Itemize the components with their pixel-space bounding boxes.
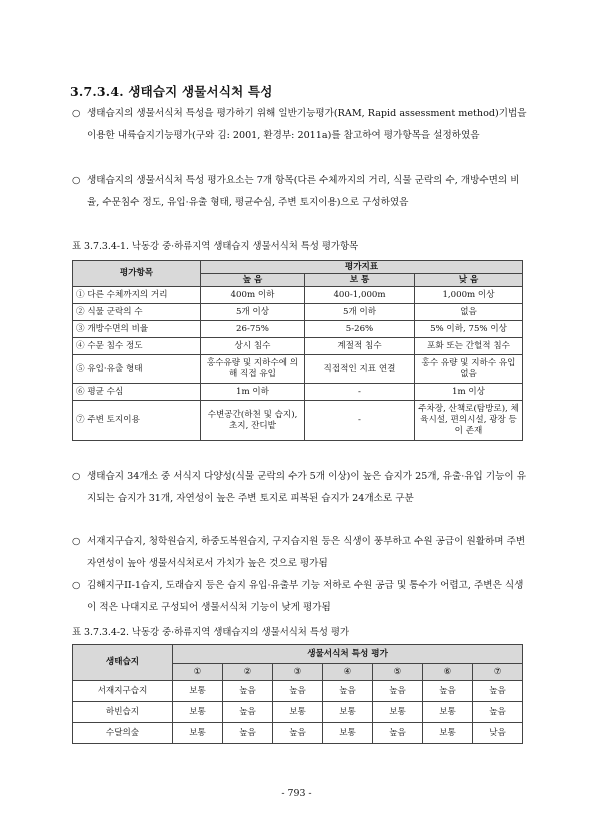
cell-value: 보통 [373, 702, 423, 723]
table-row [73, 723, 523, 744]
header-num-5: ⑤ [373, 664, 423, 681]
cell-value: 높음 [423, 681, 473, 702]
header-num-3: ③ [273, 664, 323, 681]
cell-high: 400m 이하 [201, 287, 305, 304]
bullet-mark: ○ [72, 108, 81, 119]
cell-value: 보통 [423, 702, 473, 723]
evaluation-criteria-table [72, 260, 523, 441]
bullet-mark: ○ [72, 580, 81, 591]
cell-high: 5개 이상 [201, 304, 305, 321]
cell-high: 수변공간(하천 및 습지), 초지, 잔디밭 [201, 401, 305, 441]
row-item: ④ 수문 침수 정도 [73, 338, 201, 355]
cell-mid: 5-26% [305, 321, 415, 338]
bullet-mark: ○ [72, 536, 81, 547]
table-row [73, 287, 523, 304]
cell-low: 1,000m 이상 [415, 287, 523, 304]
cell-value: 보통 [423, 723, 473, 744]
row-item: ① 다른 수체까지의 거리 [73, 287, 201, 304]
bullet-text: 서재지구습지, 청학원습지, 하중도복원습지, 구지습지원 등은 식생이 풍부하고 수원 공급이 원활하며 주변 자연성이 높아 생물서식처로서 가치가 높은 것으로 평가됨 [87, 536, 526, 569]
cell-value: 높음 [223, 723, 273, 744]
cell-value: 높음 [323, 681, 373, 702]
cell-high: 26-75% [201, 321, 305, 338]
header-num-7: ⑦ [473, 664, 523, 681]
table-row [73, 304, 523, 321]
row-item: ② 식물 군락의 수 [73, 304, 201, 321]
bullet-text: 김해지구II-1습지, 도래습지 등은 습지 유입·유출부 기능 저하로 수원 공급 및 통수가 어렵고, 주변은 식생이 적은 나대지로 구성되어 생물서식처 기능이 낮게 평가됨 [87, 580, 524, 613]
cell-mid: 직접적인 지표 연결 [305, 355, 415, 384]
row-item: ⑦ 주변 토지이용 [73, 401, 201, 441]
cell-value: 높음 [373, 681, 423, 702]
cell-low: 주차장, 산책로(탐방로), 체육시설, 편의시설, 광장 등이 존재 [415, 401, 523, 441]
cell-mid: 400-1,000m [305, 287, 415, 304]
cell-high: 1m 이하 [201, 384, 305, 401]
bullet-mark: ○ [72, 471, 81, 482]
header-num-6: ⑥ [423, 664, 473, 681]
header-high: 높 음 [201, 274, 305, 287]
cell-value: 높음 [273, 723, 323, 744]
cell-value: 보통 [173, 681, 223, 702]
cell-low: 5% 이하, 75% 이상 [415, 321, 523, 338]
header-num-4: ④ [323, 664, 373, 681]
header-low: 낮 음 [415, 274, 523, 287]
cell-high: 상시 침수 [201, 338, 305, 355]
cell-low: 포화 또는 간헐적 침수 [415, 338, 523, 355]
cell-mid: 5개 이하 [305, 304, 415, 321]
bullet-text: 생태습지의 생물서식처 특성을 평가하기 위해 일반기능평가(RAM, Rapid assessment method)기법을 이용한 내륙습지기능평가(구와 김: 2001, 환경부: 2011a)를 참고하여 평가항목을 설정하였음 [87, 108, 527, 141]
site-name: 수달의숲 [73, 723, 173, 744]
cell-value: 보통 [323, 723, 373, 744]
cell-value: 보통 [323, 702, 373, 723]
cell-value: 보통 [173, 723, 223, 744]
cell-value: 높음 [273, 681, 323, 702]
table-row [73, 338, 523, 355]
cell-value: 보통 [173, 702, 223, 723]
bullet-mark: ○ [72, 175, 81, 186]
bullet-paragraph-1 [70, 103, 528, 147]
row-item: ⑤ 유입·유출 형태 [73, 355, 201, 384]
table-row [73, 401, 523, 441]
site-name: 하빈습지 [73, 702, 173, 723]
header-num-2: ② [223, 664, 273, 681]
table1-caption: 표 3.7.3.4-1. 낙동강 중·하류지역 생태습지 생물서식처 특성 평가항목 [72, 241, 359, 252]
table-row [73, 681, 523, 702]
bullet-paragraph-3 [70, 466, 528, 510]
cell-value: 높음 [373, 723, 423, 744]
header-site: 생태습지 [73, 645, 173, 681]
section-title: 3.7.3.4. 생태습지 생물서식처 특성 [70, 84, 273, 99]
table2-caption: 표 3.7.3.4-2. 낙동강 중·하류지역 생태습지의 생물서식처 특성 평가 [72, 627, 350, 638]
header-mid: 보 통 [305, 274, 415, 287]
table-row [73, 321, 523, 338]
cell-value: 높음 [223, 681, 273, 702]
page-number: - 793 - [281, 788, 312, 799]
bullet-paragraph-5 [70, 575, 528, 619]
table-row [73, 355, 523, 384]
cell-mid: - [305, 401, 415, 441]
header-criteria-group: 평가지표 [201, 261, 523, 274]
bullet-paragraph-2 [70, 170, 528, 214]
row-item: ③ 개방수면의 비율 [73, 321, 201, 338]
bullet-text: 생태습지의 생물서식처 특성 평가요소는 7개 항목(다른 수체까지의 거리, 식물 군락의 수, 개방수면의 비율, 수문침수 정도, 유입·유출 형태, 평균수심, 주변 토지이용)으로 구성하였음 [87, 175, 520, 208]
cell-high: 홍수유량 및 지하수에 의해 직접 유입 [201, 355, 305, 384]
cell-low: 1m 이상 [415, 384, 523, 401]
cell-low: 없음 [415, 304, 523, 321]
cell-low: 홍수 유량 및 지하수 유입 없음 [415, 355, 523, 384]
cell-mid: - [305, 384, 415, 401]
table-row [73, 384, 523, 401]
cell-value: 낮음 [473, 723, 523, 744]
header-item: 평가항목 [73, 261, 201, 287]
cell-value: 높음 [473, 702, 523, 723]
bullet-text: 생태습지 34개소 중 서식지 다양성(식물 군락의 수가 5개 이상)이 높은 습지가 25개, 유출·유입 기능이 유지되는 습지가 31개, 자연성이 높은 주변 토지로 피복된 습지가 24개소로 구분 [87, 471, 526, 504]
bullet-paragraph-4 [70, 531, 528, 575]
table-row [73, 702, 523, 723]
header-num-1: ① [173, 664, 223, 681]
header-evaluation-group: 생물서식처 특성 평가 [173, 645, 523, 664]
cell-mid: 계절적 침수 [305, 338, 415, 355]
cell-value: 높음 [473, 681, 523, 702]
wetland-evaluation-table [72, 644, 523, 744]
cell-value: 높음 [223, 702, 273, 723]
site-name: 서재지구습지 [73, 681, 173, 702]
row-item: ⑥ 평균 수심 [73, 384, 201, 401]
cell-value: 보통 [273, 702, 323, 723]
